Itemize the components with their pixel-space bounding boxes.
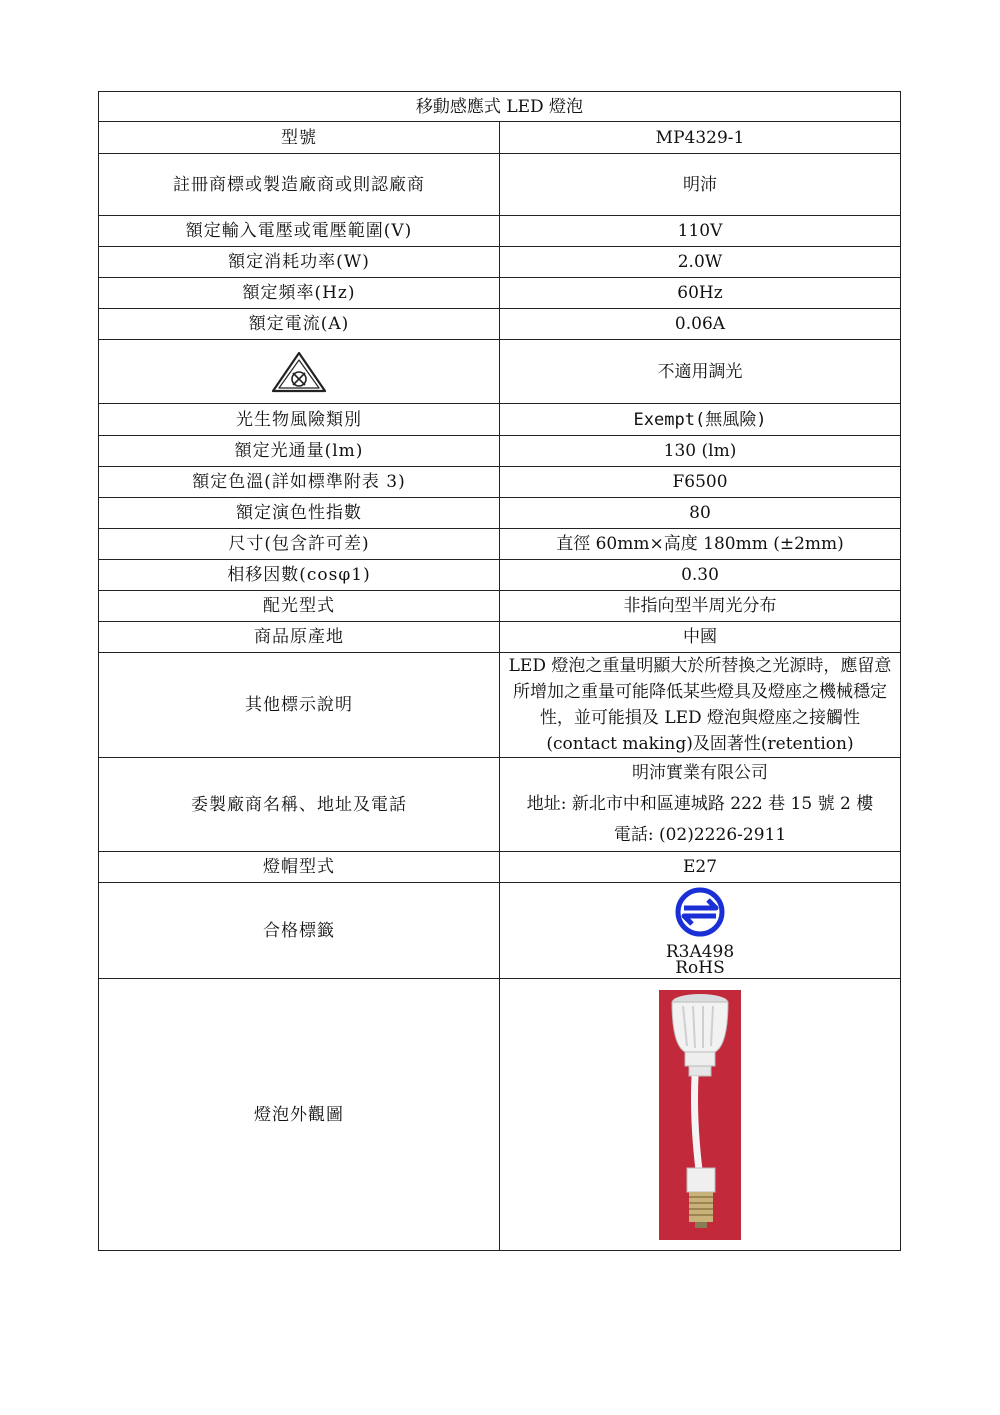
value-dimming: 不適用調光 <box>500 340 901 404</box>
label-origin: 商品原產地 <box>99 622 500 653</box>
label-appearance: 燈泡外觀圖 <box>99 979 500 1251</box>
cert-code: R3A498 <box>665 941 735 962</box>
label-distribution: 配光型式 <box>99 591 500 622</box>
value-base-type: E27 <box>500 852 901 883</box>
label-cri: 額定演色性指數 <box>99 498 500 529</box>
label-dimming <box>99 340 500 404</box>
label-color-temp: 額定色溫(詳如標準附表 3) <box>99 467 500 498</box>
value-voltage: 110V <box>500 216 901 247</box>
label-manufacturer: 委製廠商名稱、地址及電話 <box>99 758 500 852</box>
label-voltage: 額定輸入電壓或電壓範圍(V) <box>99 216 500 247</box>
value-distribution: 非指向型半周光分布 <box>500 591 901 622</box>
value-lumen: 130 (lm) <box>500 436 901 467</box>
led-bulb-photo <box>659 990 741 1240</box>
value-cri: 80 <box>500 498 901 529</box>
no-dimmer-warning-icon <box>270 350 328 394</box>
value-brand: 明沛 <box>500 154 901 216</box>
value-manufacturer <box>500 758 901 852</box>
label-frequency: 額定頻率(Hz) <box>99 278 500 309</box>
value-power-factor: 0.30 <box>500 560 901 591</box>
label-power-factor: 相移因數(cosφ1) <box>99 560 500 591</box>
label-lumen: 額定光通量(lm) <box>99 436 500 467</box>
label-current: 額定電流(A) <box>99 309 500 340</box>
label-cert-mark: 合格標籤 <box>99 883 500 979</box>
manufacturer-phone: 電話: (02)2226-2911 <box>613 825 787 845</box>
label-brand: 註冊商標或製造廠商或則認廠商 <box>99 154 500 216</box>
value-current: 0.06A <box>500 309 901 340</box>
label-model: 型號 <box>99 122 500 154</box>
value-appearance <box>500 979 901 1251</box>
value-origin: 中國 <box>500 622 901 653</box>
label-dimensions: 尺寸(包含許可差) <box>99 529 500 560</box>
spec-table <box>98 91 901 1251</box>
value-dimensions: 直徑 60mm×高度 180mm (±2mm) <box>500 529 901 560</box>
value-photobio: Exempt(無風險) <box>500 404 901 436</box>
bsmi-certification-mark-icon <box>674 886 726 938</box>
value-frequency: 60Hz <box>500 278 901 309</box>
rohs-label: RoHS <box>675 957 725 978</box>
label-other-notes: 其他標示說明 <box>99 653 500 758</box>
label-photobio: 光生物風險類別 <box>99 404 500 436</box>
label-power: 額定消耗功率(W) <box>99 247 500 278</box>
value-color-temp: F6500 <box>500 467 901 498</box>
value-cert-mark <box>500 883 901 979</box>
value-other-notes: LED 燈泡之重量明顯大於所替換之光源時，應留意所增加之重量可能降低某些燈具及燈座之機械穩定性，並可能損及 LED 燈泡與燈座之接觸性(contact making)及固著性(retention) <box>500 653 901 758</box>
value-model: MP4329-1 <box>500 122 901 154</box>
label-base-type: 燈帽型式 <box>99 852 500 883</box>
manufacturer-address: 地址: 新北市中和區連城路 222 巷 15 號 2 樓 <box>526 794 874 814</box>
manufacturer-name: 明沛實業有限公司 <box>632 763 768 783</box>
value-power: 2.0W <box>500 247 901 278</box>
table-title: 移動感應式 LED 燈泡 <box>99 92 901 122</box>
